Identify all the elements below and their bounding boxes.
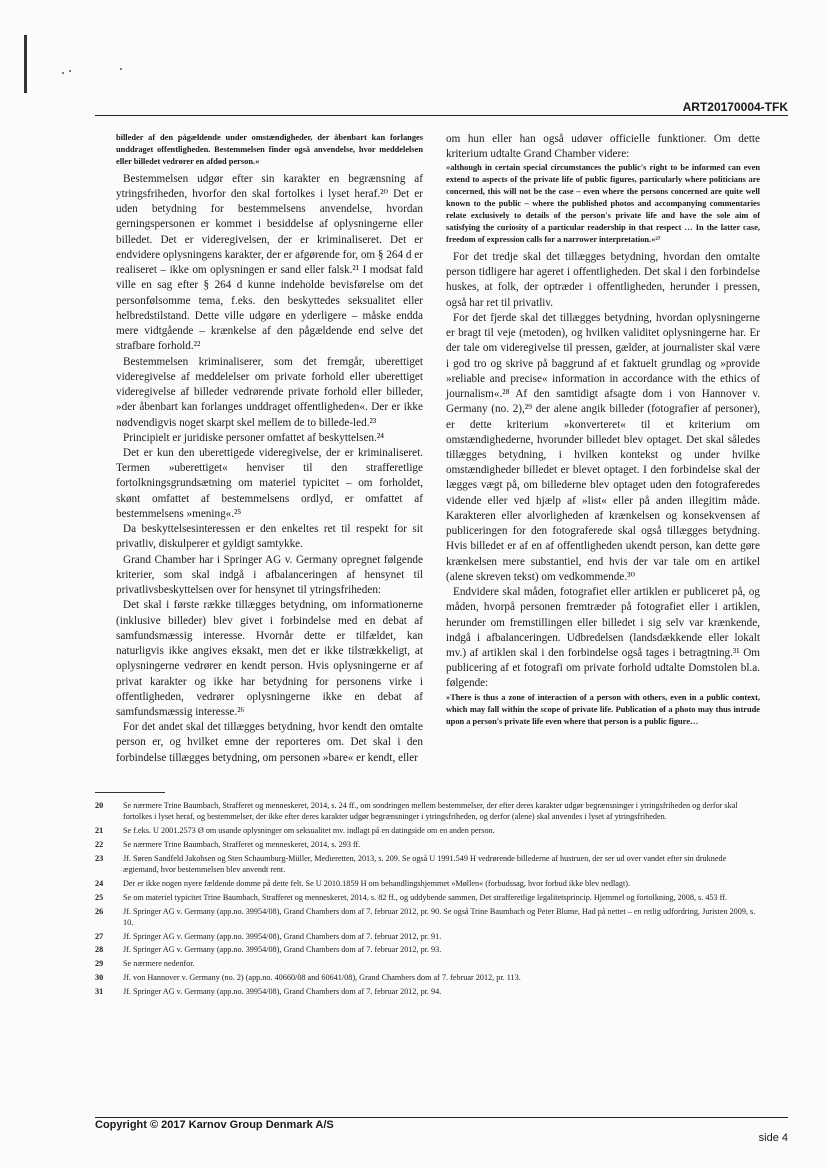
footnote-text: Se nærmere Trine Baumbach, Strafferet og menneskeret, 2014, s. 293 ff. [123, 839, 361, 849]
paragraph: For det fjerde skal det tillægges betydning, hvordan oplysningerne er bragt til veje (metoden), og hvilken validitet oplysningerne har. Er der tale om videregivelse til pressen, gælder, at journalister skal være i god tro og skrive på baggrund af et faktuelt grundlag og »provide »reliable and precise« information in accordance with the ethics of journalism«.²⁸ Af den samtidigt afsagte dom i von Hannover v. Germany (no. 2),²⁹ der alene angik billeder (fotografier af personer), er dette kriterium »konverteret« til et kriterium om omstændighederne, hvorunder billedet blev optaget. Det skal således tillægges betydning, i hvilken kontekst og under hvilke omstændigheder billedet er blevet optaget. I den forbindelse skal der lægges vægt på, om billederne blev optaget uden den fotograferedes vidende eller ved hjælp af »list« eller på anden illegitim måde. Karakteren eller alvorligheden af krænkelsen og konsekvensen af publiceringen for den fotograferede skal også tillægges betydning. Hvis billedet er af en af offentligheden ukendt person, kan dette gøre krænkelsen mere substantiel, end hvis der var tale om en artikel (alene skreven tekst) om vedkommende.³⁰ [446, 311, 760, 583]
paragraph: Bestemmelsen udgør efter sin karakter en begrænsning af ytringsfriheden, hvorfor den skal fortolkes i lyset heraf.²⁰ Det er uden betydning for bestemmelsens anvendelse, hvordan gerningspersonen er kommet i besiddelse af oplysningerne eller billedet. Det er videregivelsen, der er kriminaliseret. Det er endvidere oplysningens karakter, der er afgørende for, om § 264 d er realiseret – ikke om oplysningen er sand eller falsk.²¹ I modsat fald ville en sag efter § 264 d kunne indeholde bevisførelse om det personfølsomme tema, f.eks. den beskyttedes seksualitet eller helbredstilstand. Dette ville udgøre en yderligere – måske endda mere vidtgående – krænkelse af den pågældende end selve det strafbare forhold.²² [116, 172, 423, 353]
paragraph: Endvidere skal måden, fotografiet eller artiklen er publiceret på, og måden, hvorpå personen fremtræder på fotografiet eller i artiklen, herunder om fremstillingen eller billedet i sig selv var krænkende, indgå i afbalanceringen. Udbredelsen (landsdækkende eller lokalt mv.) af artiklen skal i den forbindelse også tages i betragtning.³¹ Om publicering af et fotografi om private forhold udtalte Domstolen bl.a. følgende: [446, 586, 760, 690]
footnote [95, 958, 760, 969]
footnote-number: 25 [95, 892, 104, 902]
footnote-text: Jf. Springer AG v. Germany (app.no. 39954/08), Grand Chambers dom af 7. februar 2012, pr. 94. [123, 986, 442, 996]
footnote [95, 853, 760, 876]
paragraph: Det skal i første række tillægges betydning, om informationerne (inklusive billeder) blev givet i forbindelse med en debat af samfundsmæssig interesse. Hvornår dette er tilfældet, kan naturligvis ikke angives eksakt, men det er ikke tilstrækkeligt, at oplysningerne vedrører en kendt person. Hvis oplysningerne er af privat karakter og ikke har betydning for personens virke i offentligheden, vedrører oplysningerne ikke en debat af samfundsmæssig interesse.²⁶ [116, 599, 423, 718]
footnote-text: Jf. Springer AG v. Germany (app.no. 39954/08), Grand Chambers dom af 7. februar 2012, pr. 90. Se også Trine Baumbach og Peter Blume, Had på nettet – en retlig udfordring, Juristen 2009, s. 10. [123, 906, 756, 927]
scan-artifact [24, 35, 27, 93]
paragraph: Bestemmelsen kriminaliserer, som det fremgår, uberettiget videregivelse af meddelelser om private forhold eller uberettiget videregivelse af billeder vedrørende private forhold eller billeder, »der åbenbart kan forlanges unddraget offentligheden«. Der er ikke nødvendigvis noget skarpt skel mellem de to billede-led.²³ [116, 355, 423, 429]
header-rule [95, 115, 788, 116]
footnote [95, 906, 760, 929]
footnote [95, 878, 760, 889]
footnote-number: 21 [95, 826, 104, 836]
paragraph: Det er kun den uberettigede videregivelse, der er kriminaliseret. Termen »uberettiget« henviser til den strafferetlige fortolkningsgrundsætning om materiel typicitet – om forholdet, skønt omfattet af bestemmelsens ordlyd, er omfattet af bestemmelsens »mening«.²⁵ [116, 446, 423, 520]
scan-speck [62, 72, 64, 74]
footnote-text: Jf. Søren Sandfeld Jakobsen og Sten Schaumburg-Müller, Medieretten, 2013, s. 209. Se også U 1991.549 H vedrørende billederne af hustruen, der ser ud over vandet efter sin druknede ægtemand, hvor bestemmelsen blev anvendt rent. [123, 853, 727, 875]
footnote [95, 825, 760, 836]
footnote-number: 31 [95, 986, 104, 996]
paragraph: om hun eller han også udøver officielle funktioner. Om dette kriterium udtalte Grand Chamber videre: [446, 133, 760, 161]
scan-speck [69, 70, 71, 72]
page-number: side 4 [758, 1132, 788, 1144]
footnote-text: Se nærmere Trine Baumbach, Strafferet og menneskeret, 2014, s. 24 ff., om sondringen mellem bestemmelser, der efter deres karakter udgør begrænsninger i ytringsfriheden og derfor skal fortolkes i lyset heraf, og bestemmelser, der ikke efter deres karakter udgør begrænsninger i ytringsfriheden, og derfor (alene) skal anvendes i lyset af ytringsfriheden. [123, 801, 738, 822]
footnote-rule [95, 792, 165, 793]
footnote [95, 892, 760, 903]
footnote-text: Se f.eks. U 2001.2573 Ø om usande oplysninger om seksualitet mv. indlagt på en datingside om en anden person. [123, 826, 495, 836]
footnote-number: 27 [95, 931, 104, 941]
footnote-text: Se om materiel typicitet Trine Baumbach, Strafferet og menneskeret, 2014, s. 82 ff., og uddybende sammen, Det strafferetlige legalitetsprincip. Hjemmel og fortolkning, 2008, s. 453 ff. [123, 892, 727, 902]
footnote-text: Jf. Springer AG v. Germany (app.no. 39954/08), Grand Chambers dom af 7. februar 2012, pr. 93. [123, 945, 442, 955]
footnote-number: 29 [95, 959, 104, 969]
paragraph: billeder af den pågældende under omstændigheder, der åbenbart kan forlanges unddraget offentligheden. Bestemmelsen finder også anvendelse, hvor meddelelsen eller billedet vedrører en afdød person.« [116, 133, 423, 166]
footnote [95, 800, 760, 823]
paragraph: Da beskyttelsesinteressen er den enkeltes ret til respekt for sit privatliv, diskulperer et gyldigt samtykke. [116, 523, 423, 551]
footnote [95, 972, 760, 983]
right-column [446, 132, 760, 731]
footnote-number: 22 [95, 839, 104, 849]
paragraph: For det tredje skal det tillægges betydning, hvordan den omtalte person tidligere har ageret i offentligheden. Det skal i den forbindelse huskes, at folk, der optræder i offentligheden, herunder i pressen, også har ret til privatliv. [446, 250, 760, 309]
footnote-text: Der er ikke nogen nyere fældende domme på dette felt. Se U 2010.1859 H om behandlingshjemmet »Møllen« (forbudssag, hvor forbud ikke blev nedlagt). [123, 878, 631, 888]
paragraph: Principielt er juridiske personer omfattet af beskyttelsen.²⁴ [123, 431, 385, 444]
paragraph: Grand Chamber har i Springer AG v. Germany opregnet følgende kriterier, som skal indgå i afbalanceringen af hensynet til privatlivsbeskyttelsen over for hensynet til ytringsfriheden: [116, 553, 423, 597]
footnote-number: 20 [95, 801, 104, 810]
footnote-text: Jf. von Hannover v. Germany (no. 2) (app.no. 40660/08 and 60641/08), Grand Chambers dom af 7. februar 2012, pr. 113. [123, 973, 521, 983]
footnote-number: 23 [95, 853, 104, 863]
paragraph: For det andet skal det tillægges betydning, hvor kendt den omtalte person er, og hvilket emne der reporteres om. Det skal i den forbindelse tillægges betydning, om personen »bare« er kendt, eller [116, 721, 423, 764]
left-column [116, 132, 423, 766]
footnote [95, 986, 760, 997]
footnote [95, 839, 760, 850]
footnote-text: Jf. Springer AG v. Germany (app.no. 39954/08), Grand Chambers dom af 7. februar 2012, pr. 91. [123, 931, 442, 941]
footnote [95, 944, 760, 955]
footnote-number: 24 [95, 878, 104, 888]
paragraph: »There is thus a zone of interaction of a person with others, even in a public context, which may fall within the scope of private life. Publication of a photo may thus intrude upon a person's private life even where that person is a public figure… [446, 692, 760, 726]
footnotes [95, 800, 760, 1000]
footer-rule [95, 1117, 788, 1118]
footnote [95, 931, 760, 942]
footnote-number: 28 [95, 945, 104, 955]
copyright: Copyright © 2017 Karnov Group Denmark A/S [95, 1119, 334, 1131]
footnote-text: Se nærmere nedenfor. [123, 959, 195, 969]
footnote-number: 26 [95, 906, 104, 916]
footnote-number: 30 [95, 973, 104, 983]
paragraph: »although in certain special circumstances the public's right to be informed can even extend to aspects of the private life of public figures, particularly where politicians are concerned, this will not be the case – even where the persons concerned are quite well known to the public – where the published photos and accompanying commentaries relate exclusively to details of the person's private life and have the sole aim of satisfying the curiosity of a particular readership in that respect … In the latter case, freedom of expression calls for a narrower interpretation.«²⁷ [446, 163, 760, 244]
document-id: ART20170004-TFK [682, 100, 788, 114]
scan-speck [120, 68, 122, 70]
